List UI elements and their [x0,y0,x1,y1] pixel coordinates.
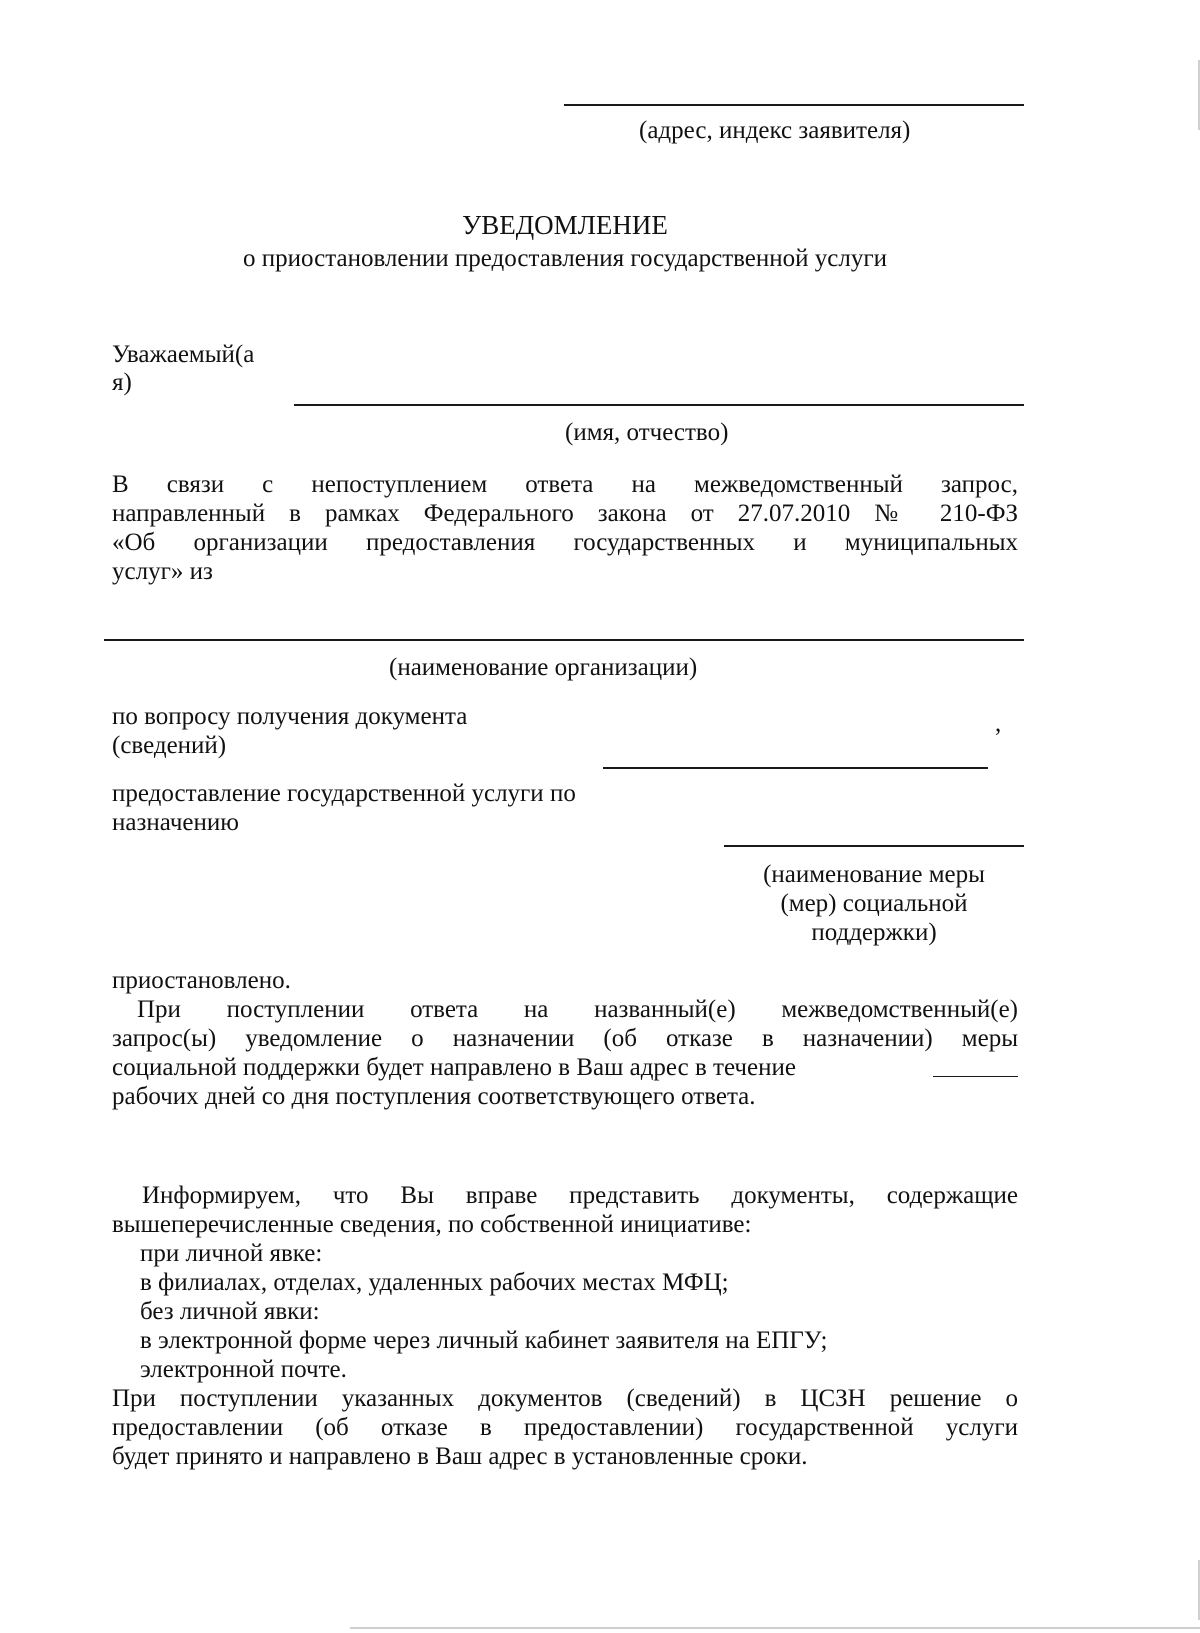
name-caption: (имя, отчество) [565,419,729,446]
paragraph-2-line-4: рабочих дней со дня поступления соответствующего ответа. [112,1083,756,1110]
paragraph-1-line-1: В связи с непоступлением ответа на межведомственный запрос, [112,471,1018,498]
list-item: при личной явке: [140,1240,323,1267]
support-measure-caption-line-1: (наименование меры [763,861,985,888]
paragraph-2-line-3: социальной поддержки будет направлено в Ваш адрес в течение [112,1054,796,1081]
service-line-1: предоставление государственной услуги по [112,780,576,807]
paragraph-4-line-2: предоставлении (об отказе в предоставлении) государственной услуги [112,1414,1018,1441]
salutation-line-1: Уважаемый(а [112,341,255,368]
paragraph-4-line-3: будет принято и направлено в Ваш адрес в установленные сроки. [112,1443,808,1470]
paragraph-2-line-2: запрос(ы) уведомление о назначении (об отказе в назначении) меры [112,1025,1018,1052]
document-request-line-2: (сведений) [112,732,227,759]
paragraph-2-line-1: При поступлении ответа на названный(е) межведомственный(е) [137,996,1018,1023]
days-blank-line [933,1076,1018,1077]
address-caption: (адрес, индекс заявителя) [639,117,911,144]
paragraph-3-line-2: вышеперечисленные сведения, по собственной инициативе: [112,1211,752,1238]
list-item: без личной явки: [140,1298,320,1325]
support-measure-blank-line [724,845,1024,847]
paragraph-4-line-1: При поступлении указанных документов (сведений) в ЦСЗН решение о [112,1385,1018,1412]
document-request-comma: , [995,710,1002,737]
support-measure-caption-line-2: (мер) социальной [780,890,968,917]
scan-bottom-edge [350,1627,1200,1629]
list-item: электронной почте. [140,1356,347,1383]
suspended-text: приостановлено. [112,967,291,994]
paragraph-1-line-3: «Об организации предоставления государственных и муниципальных [112,529,1018,556]
address-blank-line [564,104,1024,106]
list-item: в филиалах, отделах, удаленных рабочих местах МФЦ; [140,1269,729,1296]
document-title: УВЕДОМЛЕНИЕ [462,210,668,240]
document-request-line-1: по вопросу получения документа [112,703,468,730]
service-line-2: назначению [112,809,239,836]
name-blank-line [294,404,1024,406]
document-subtitle: о приостановлении предоставления государственной услуги [243,245,887,272]
organization-caption: (наименование организации) [389,654,698,681]
document-blank-line [603,767,988,769]
paragraph-1-line-4: услуг» из [112,558,213,585]
support-measure-caption-line-3: поддержки) [811,919,937,946]
paragraph-1-line-2: направленный в рамках Федерального закона от 27.07.2010 № 210-ФЗ [112,500,1018,527]
salutation-line-2: я) [112,369,132,396]
paragraph-3-line-1: Информируем, что Вы вправе представить документы, содержащие [142,1182,1018,1209]
list-item: в электронной форме через личный кабинет заявителя на ЕПГУ; [140,1327,828,1354]
organization-blank-line [104,639,1024,641]
